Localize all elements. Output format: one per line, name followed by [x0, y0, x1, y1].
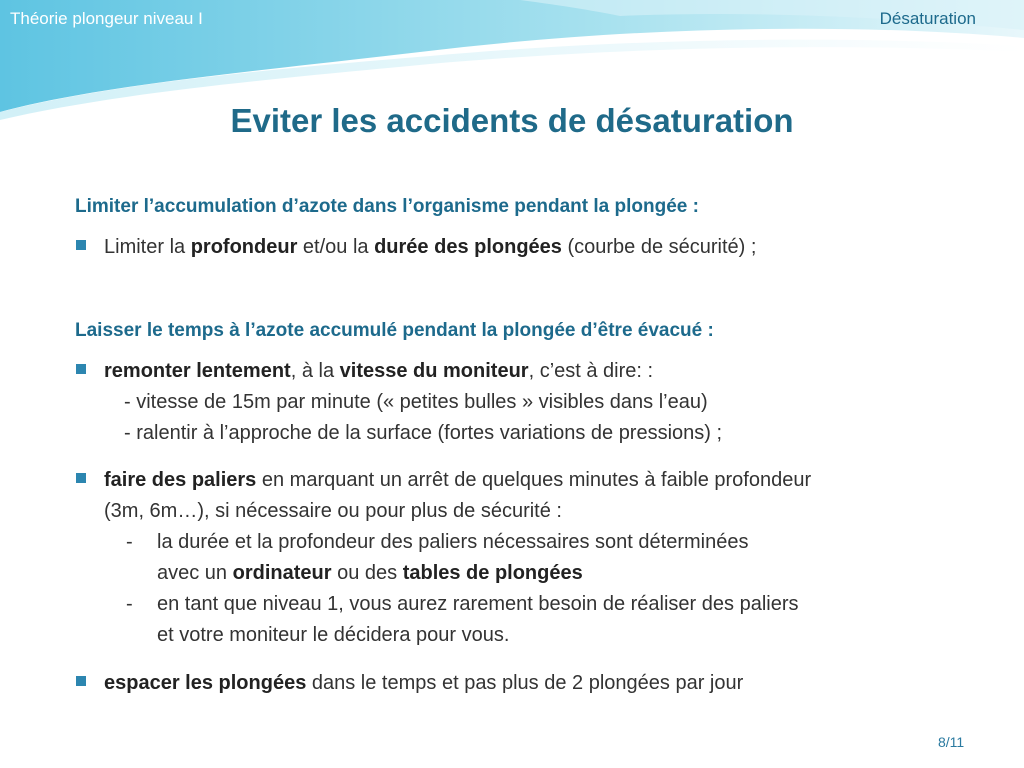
bullet-slow-ascent: remonter lentement, à la vitesse du moniteur, c’est à dire: : [104, 360, 654, 382]
square-bullet-icon [76, 364, 86, 374]
sub-item-stop-duration: la durée et la profondeur des paliers nécessaires sont déterminées [157, 531, 749, 553]
bullet-space-dives: espacer les plongées dans le temps et pas plus de 2 plongées par jour [104, 672, 744, 694]
sub-item-slow-near-surface: - ralentir à l’approche de la surface (fortes variations de pressions) ; [124, 422, 723, 444]
dash-marker: - [126, 531, 133, 553]
square-bullet-icon [76, 473, 86, 483]
section-heading-limit-nitrogen: Limiter l’accumulation d’azote dans l’organisme pendant la plongée : [75, 196, 699, 217]
header-topic: Désaturation [879, 9, 976, 28]
sub-item-stop-tools: avec un ordinateur ou des tables de plongées [157, 562, 583, 584]
square-bullet-icon [76, 676, 86, 686]
bullet-safety-stops: faire des paliers en marquant un arrêt de quelques minutes à faible profondeur [104, 469, 812, 491]
section-heading-evacuate-nitrogen: Laisser le temps à l’azote accumulé pendant la plongée d’être évacué : [75, 320, 714, 341]
dash-marker: - [126, 593, 133, 615]
sub-item-ascent-speed: - vitesse de 15m par minute (« petites bulles » visibles dans l’eau) [124, 391, 708, 413]
page-number: 8/11 [938, 734, 965, 750]
square-bullet-icon [76, 240, 86, 250]
sub-item-level1-stops: en tant que niveau 1, vous aurez rarement besoin de réaliser des paliers [157, 593, 799, 615]
bullet-limit-depth: Limiter la profondeur et/ou la durée des plongées (courbe de sécurité) ; [104, 236, 757, 258]
sub-item-instructor-decides: et votre moniteur le décidera pour vous. [157, 624, 510, 646]
header-course-title: Théorie plongeur niveau I [10, 9, 203, 28]
bullet-safety-stops-continued: (3m, 6m…), si nécessaire ou pour plus de sécurité : [104, 500, 562, 522]
slide-title: Eviter les accidents de désaturation [230, 102, 794, 139]
